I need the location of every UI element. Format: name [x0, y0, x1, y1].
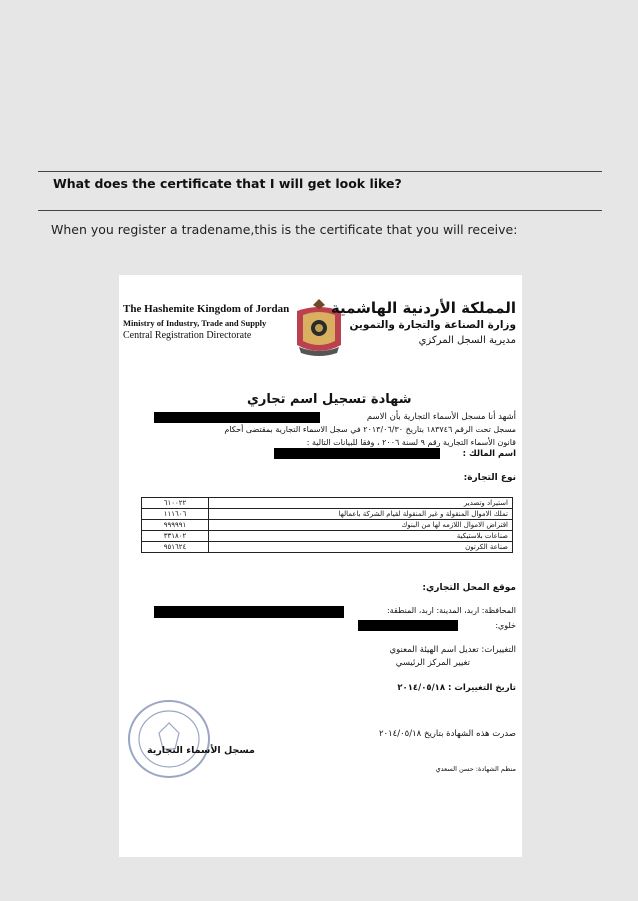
- activities-table: [141, 497, 513, 553]
- table-row: [142, 520, 513, 531]
- redacted-address: [154, 606, 344, 618]
- section-heading: What does the certificate that I will get look like?: [53, 176, 402, 191]
- activity-code: ٩٩٩٩٩١: [142, 520, 209, 531]
- certificate-image: [119, 275, 522, 857]
- table-row: [142, 542, 513, 553]
- trade-type-label: نوع التجارة:: [463, 473, 516, 483]
- ar-header-line-2: وزارة الصناعة والتجارة والتموين: [349, 319, 516, 331]
- ar-header-line-1: المملكة الأردنية الهاشمية: [330, 299, 516, 317]
- intro-text: When you register a tradename,this is the certificate that you will receive:: [51, 222, 518, 237]
- location-label: موقع المحل التجاري:: [422, 583, 516, 593]
- activity-text: صناعات بلاستيكية: [209, 531, 513, 542]
- top-divider: [38, 171, 602, 172]
- mobile-label: خلوي:: [495, 621, 516, 630]
- activity-code: ٩٥١٦٢٤: [142, 542, 209, 553]
- organizer-line: منظم الشهادة: حسن السعدي: [435, 765, 516, 773]
- changes-line-2: تغيير المركز الرئيسي: [395, 658, 470, 668]
- governorate-line: المحافظة: اربد، المدينة: اربد، المنطقة:: [386, 606, 516, 615]
- activity-code: ٦١٠٠٢٢: [142, 498, 209, 509]
- redacted-mobile: [358, 620, 458, 631]
- activity-text: صناعة الكرتون: [209, 542, 513, 553]
- table-row: [142, 531, 513, 542]
- certificate-title: شهادة تسجيل اسم تجاري: [247, 392, 412, 407]
- owner-label: اسم المالك :: [462, 449, 516, 459]
- changes-label: التغييرات: تعديل اسم الهيئة المعنوي: [389, 645, 516, 655]
- activity-code: ١١١٦٠٦: [142, 509, 209, 520]
- table-row: [142, 498, 513, 509]
- body-line-3: قانون الأسماء التجارية رقم ٩ لسنة ٢٠٠٦ ، وفقا للبيانات التالية :: [306, 438, 516, 447]
- issued-line: صدرت هذه الشهادة بتاريخ ٢٠١٤/٠٥/١٨: [378, 729, 516, 739]
- official-stamp-icon: [121, 693, 231, 785]
- table-row: [142, 509, 513, 520]
- activity-text: تملك الاموال المنقولة و غير المنقولة لقيام الشركة باعمالها: [209, 509, 513, 520]
- body-line-2: مسجل تحت الرقم ١٨٣٧٤٦ بتاريخ ٢٠١٣/٠٦/٣٠ في سجل الاسماء التجارية بمقتضى أحكام: [224, 425, 516, 434]
- activity-text: اقتراض الاموال اللازمه لها من البنوك: [209, 520, 513, 531]
- en-header-line-2: Ministry of Industry, Trade and Supply: [123, 318, 267, 328]
- body-line-1: أشهد أنا مسجل الأسماء التجارية بأن الاسم: [366, 412, 516, 422]
- ar-header-line-3: مديرية السجل المركزي: [418, 335, 516, 346]
- en-header-line-3: Central Registration Directorate: [123, 330, 252, 341]
- registrar-signature: مسجل الأسماء التجارية: [147, 745, 255, 756]
- en-header-line-1: The Hashemite Kingdom of Jordan: [123, 303, 290, 315]
- activity-text: استيراد وتصدير: [209, 498, 513, 509]
- bottom-divider: [38, 210, 602, 211]
- changes-date: تاريخ التغييرات : ٢٠١٤/٠٥/١٨: [397, 683, 516, 693]
- activity-code: ٣٣١٨٠٢: [142, 531, 209, 542]
- redacted-name: [154, 412, 320, 423]
- redacted-owner: [274, 448, 440, 459]
